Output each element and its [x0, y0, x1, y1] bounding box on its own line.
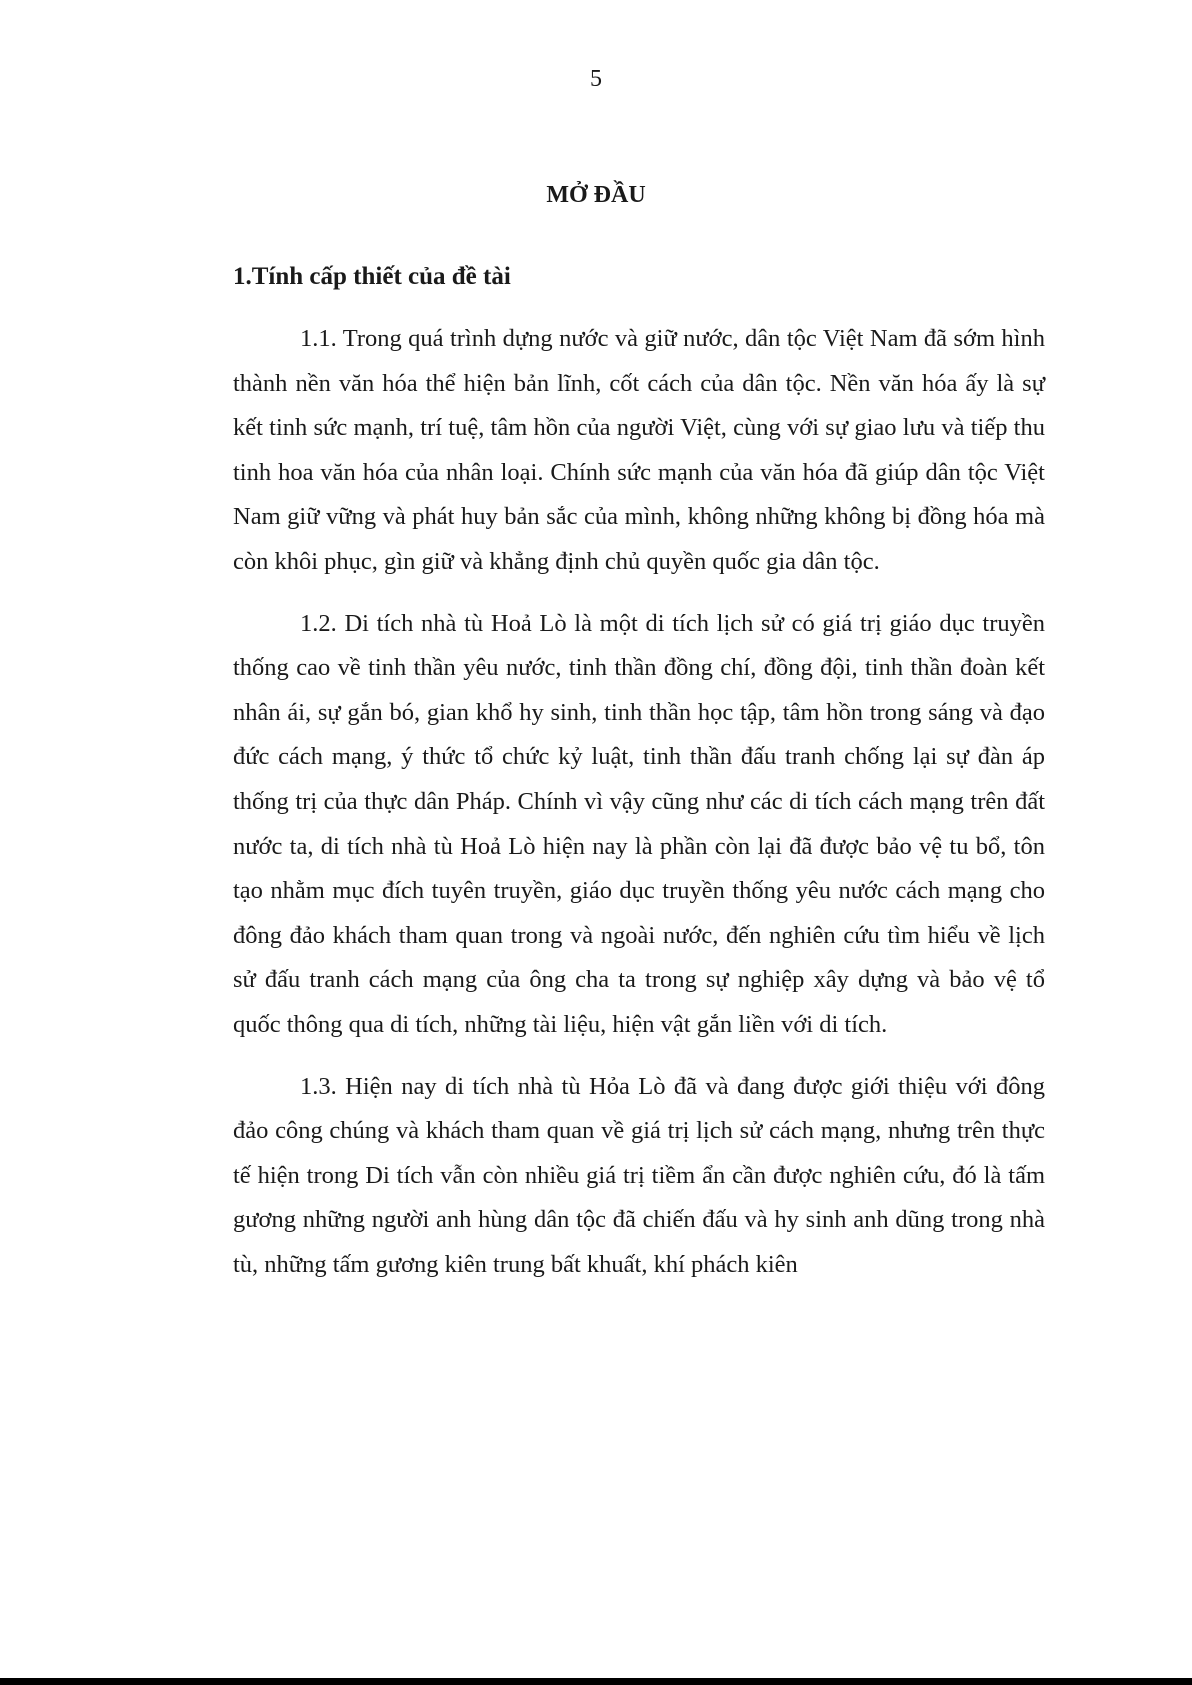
- section-heading: 1.Tính cấp thiết của đề tài: [233, 263, 511, 290]
- paragraph-1-2: 1.2. Di tích nhà tù Hoả Lò là một di tích lịch sử có giá trị giáo dục truyền thống cao về tinh thần yêu nước, tinh thần đồng chí, đồng đội, tinh thần đoàn kết nhân ái, sự gắn bó, gian khổ hy sinh, tinh thần học tập, tâm hồn trong sáng và đạo đức cách mạng, ý thức tổ chức kỷ luật, tinh thần đấu tranh chống lại sự đàn áp thống trị của thực dân Pháp. Chính vì vậy cũng như các di tích cách mạng trên đất nước ta, di tích nhà tù Hoả Lò hiện nay là phần còn lại đã được bảo vệ tu bổ, tôn tạo nhằm mục đích tuyên truyền, giáo dục truyền thống yêu nước cách mạng cho đông đảo khách tham quan trong và ngoài nước, đến nghiên cứu tìm hiểu về lịch sử đấu tranh cách mạng của ông cha ta trong sự nghiệp xây dựng và bảo vệ tổ quốc thông qua di tích, những tài liệu, hiện vật gắn liền với di tích.: [233, 609, 1045, 1038]
- page-bottom-edge: [0, 1678, 1192, 1685]
- document-title: MỞ ĐẦU: [546, 182, 646, 208]
- document-body: [233, 262, 1045, 1287]
- paragraph-1-1: 1.1. Trong quá trình dựng nước và giữ nước, dân tộc Việt Nam đã sớm hình thành nền văn hóa thể hiện bản lĩnh, cốt cách của dân tộc. Nền văn hóa ấy là sự kết tinh sức mạnh, trí tuệ, tâm hồn của người Việt, cùng với sự giao lưu và tiếp thu tinh hoa văn hóa của nhân loại. Chính sức mạnh của văn hóa đã giúp dân tộc Việt Nam giữ vững và phát huy bản sắc của mình, không những không bị đồng hóa mà còn khôi phục, gìn giữ và khẳng định chủ quyền quốc gia dân tộc.: [233, 325, 1045, 575]
- page-number: 5: [590, 66, 602, 92]
- paragraph-1-3: 1.3. Hiện nay di tích nhà tù Hỏa Lò đã và đang được giới thiệu với đông đảo công chúng và khách tham quan về giá trị lịch sử cách mạng, nhưng trên thực tế hiện trong Di tích vẫn còn nhiều giá trị tiềm ẩn cần được nghiên cứu, đó là tấm gương những người anh hùng dân tộc đã chiến đấu và hy sinh anh dũng trong nhà tù, những tấm gương kiên trung bất khuất, khí phách kiên: [233, 1072, 1045, 1278]
